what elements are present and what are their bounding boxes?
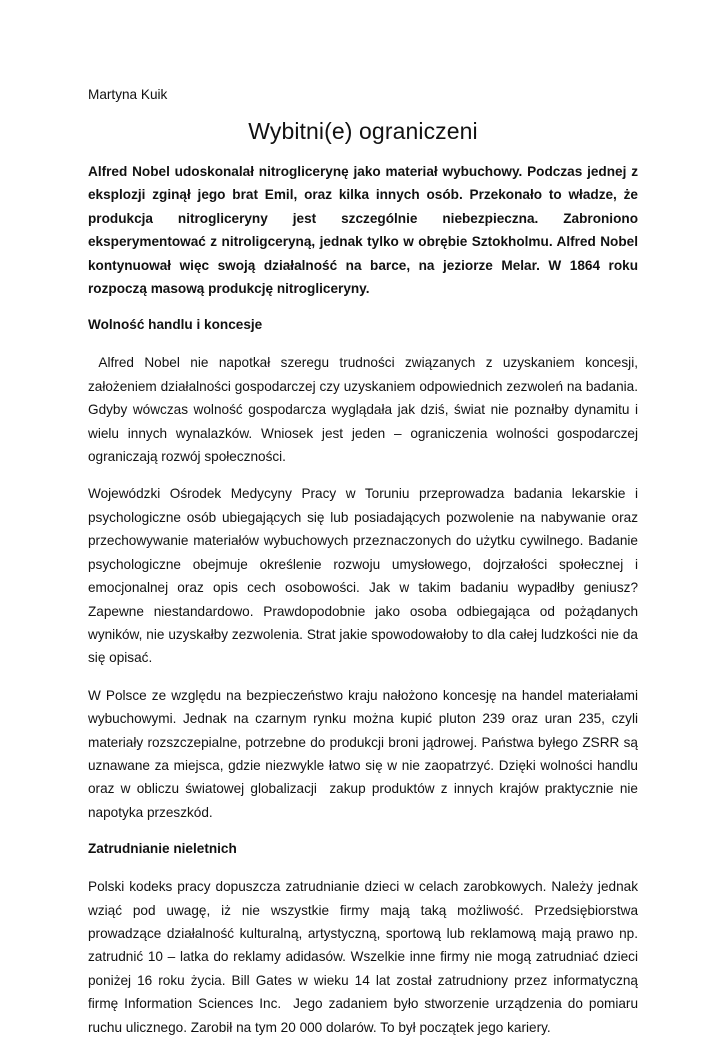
document-title: Wybitni(e) ograniczeni (248, 118, 478, 144)
section-heading-minors: Zatrudnianie nieletnich (88, 841, 237, 857)
intro-paragraph: Alfred Nobel udoskonalał nitroglicerynę jako materiał wybuchowy. Podczas jednej z eksplozji zginął jego brat Emil, oraz kilka innych osób. Przekonało to władze, że produkcja nitrogliceryny jest szczególnie niebezpieczna. Zabroniono eksperymentować z nitroligceryną, jednak tylko w obrębie Sztokholmu. Alfred Nobel kontynuował więc swoją działalność na barce, na jeziorze Melar. W 1864 roku rozpoczą masową produkcję nitrogliceryny. (88, 164, 638, 297)
document-page (88, 84, 642, 1053)
paragraph-poland-concession: W Polsce ze względu na bezpieczeństwo kraju nałożono koncesję na handel materiałami wybuchowymi. Jednak na czarnym rynku można kupić pluton 239 oraz uran 235, czyli materiały rozszczepialne, potrzebne do produkcji broni jądrowej. Państwa byłego ZSRR są uznawane za miejsca, gdzie niezwykle łatwo się w nie zaopatrzyć. Dzięki wolności handlu oraz w obliczu światowej globalizacji zakup produktów z innych krajów praktycznie nie napotyka przeszkód. (88, 687, 642, 820)
section-heading-free-trade: Wolność handlu i koncesje (88, 317, 263, 333)
author-name: Martyna Kuik (88, 87, 168, 102)
paragraph-labor-code: Polski kodeks pracy dopuszcza zatrudnianie dzieci w celach zarobkowych. Należy jednak wziąć pod uwagę, iż nie wszystkie firmy mają taką możliwość. Przedsiębiorstwa prowadzące działalność kulturalną, artystyczną, sportową lub reklamową mają prawo np. zatrudnić 10 – latka do reklamy adidasów. Wszelkie inne firmy nie mogą zatrudniać dzieci poniżej 16 roku życia. Bill Gates w wieku 14 lat został zatrudniony przez informatyczną firmę Information Sciences Inc. Jego zadaniem było stworzenie urządzenia do pomiaru ruchu ulicznego. Zarobił na tym 20 000 dolarów. To był początek jego kariery. (88, 879, 642, 1035)
paragraph-nobel-concessions: Alfred Nobel nie napotkał szeregu trudności związanych z uzyskaniem koncesji, założeniem działalności gospodarczej czy uzyskaniem odpowiednich zezwoleń na badania. Gdyby wówczas wolność gospodarcza wyglądała jak dziś, świat nie poznałby dynamitu i wielu innych wynalazków. Wniosek jest jeden – ograniczenia wolności gospodarczej ograniczają rozwój społeczności. (88, 355, 642, 465)
paragraph-medical-center: Wojewódzki Ośrodek Medycyny Pracy w Toruniu przeprowadza badania lekarskie i psychologiczne osób ubiegających się lub posiadających pozwolenie na nabywanie oraz przechowywanie materiałów wybuchowych przeznaczonych do użytku cywilnego. Badanie psychologiczne obejmuje określenie rozwoju umysłowego, dojrzałości społecznej i emocjonalnej oraz opis cech osobowości. Jak w takim badaniu wypadłby geniusz? Zapewne niestandardowo. Prawdopodobnie jako osoba odbiegająca od pożądanych wyników, nie uzyskałby zezwolenia. Strat jakie spowodowałoby to dla całej ludzkości nie da się opisać. (88, 486, 638, 666)
